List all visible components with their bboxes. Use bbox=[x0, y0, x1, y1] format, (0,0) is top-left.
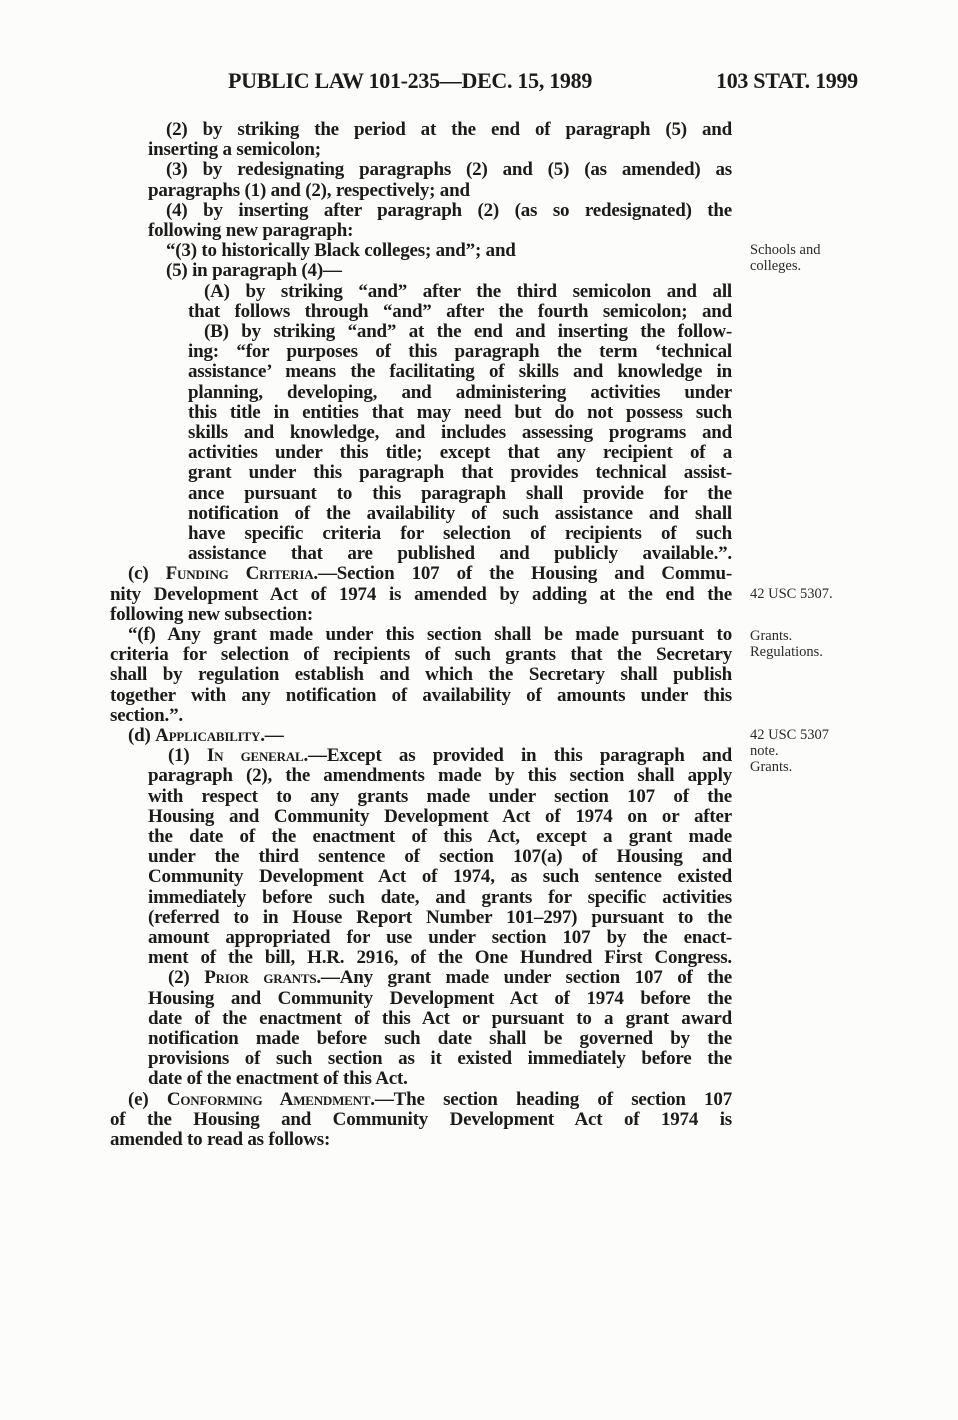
section-heading: In general. bbox=[206, 745, 309, 767]
body-text-line: shall by regulation establish and which the Secretary shall publish bbox=[110, 664, 732, 686]
margin-note-line: 42 USC 5307 bbox=[750, 727, 829, 743]
text-segment: (d) bbox=[128, 725, 156, 746]
body-text-line: this title in entities that may need but do not possess such bbox=[188, 401, 732, 423]
body-text-line: “(f) Any grant made under this section shall be made pursuant to bbox=[128, 624, 732, 645]
body-text-line: that follows through “and” after the fourth semicolon; and bbox=[188, 300, 732, 322]
body-text-line: planning, developing, and administering activities under bbox=[188, 381, 732, 403]
body-text-line: inserting a semicolon; bbox=[148, 139, 321, 161]
text-segment: —Section 107 of the Housing and Commu- bbox=[317, 563, 732, 585]
body-text-line: (5) in paragraph (4)— bbox=[166, 260, 342, 282]
body-text-line: ing: “for purposes of this paragraph the term ‘technical bbox=[188, 341, 732, 363]
text-segment: —The section heading of section 107 bbox=[374, 1088, 732, 1110]
body-text-line: immediately before such date, and grants for specific activities bbox=[148, 886, 732, 908]
text-segment: — bbox=[264, 725, 284, 746]
margin-note-line: Regulations. bbox=[750, 644, 823, 660]
body-text-line: (3) by redesignating paragraphs (2) and (5) (as amended) as bbox=[166, 159, 732, 181]
body-text-line: section.”. bbox=[110, 704, 183, 726]
body-text-line: notification of the availability of such assistance and shall bbox=[188, 502, 732, 524]
body-text-line: Housing and Community Development Act of 1974 on or after bbox=[148, 805, 732, 827]
body-text-line: criteria for selection of recipients of such grants that the Secretary bbox=[110, 644, 732, 666]
body-text-line: under the third sentence of section 107(a) of Housing and bbox=[148, 846, 732, 868]
body-text-line: skills and knowledge, and includes assessing programs and bbox=[188, 422, 732, 443]
margin-note-grants-regulations bbox=[750, 628, 823, 660]
body-text-line: Community Development Act of 1974, as such sentence existed bbox=[148, 866, 732, 888]
body-text-line: the date of the enactment of this Act, except a grant made bbox=[148, 826, 732, 847]
section-heading: Prior grants. bbox=[204, 967, 321, 989]
margin-note-line: Grants. bbox=[750, 628, 793, 644]
body-text-line: grant under this paragraph that provides technical assist- bbox=[188, 462, 732, 484]
body-text-line bbox=[168, 746, 732, 766]
body-text-line bbox=[128, 726, 732, 746]
section-heading: Conforming Amendment. bbox=[166, 1088, 375, 1110]
body-text-line bbox=[128, 564, 732, 584]
body-text-line: amount appropriated for use under section 107 by the enact- bbox=[148, 927, 732, 948]
body-text-line: (B) by striking “and” at the end and inserting the follow- bbox=[204, 321, 732, 342]
margin-note-line: note. bbox=[750, 743, 779, 759]
body-text-line: assistance that are published and publicly available.”. bbox=[188, 543, 732, 565]
margin-note-line: colleges. bbox=[750, 258, 802, 274]
body-text-line: (2) by striking the period at the end of paragraph (5) and bbox=[166, 119, 732, 140]
body-text-line bbox=[128, 1090, 732, 1110]
section-heading: Applicability. bbox=[155, 725, 265, 746]
body-text-line: (A) by striking “and” after the third semicolon and all bbox=[204, 280, 732, 302]
body-text-line bbox=[168, 968, 732, 988]
body-text-line: following new paragraph: bbox=[148, 220, 354, 241]
text-segment: (c) bbox=[128, 563, 166, 585]
body-text-line: assistance’ means the facilitating of skills and knowledge in bbox=[188, 361, 732, 383]
body-text-line: (4) by inserting after paragraph (2) (as so redesignated) the bbox=[166, 199, 732, 221]
body-text-line: paragraphs (1) and (2), respectively; and bbox=[148, 179, 470, 201]
body-text-line: paragraph (2), the amendments made by this section shall apply bbox=[148, 765, 732, 787]
body-text-line: nity Development Act of 1974 is amended by adding at the end the bbox=[110, 583, 732, 605]
body-text-line: (referred to in House Report Number 101–297) pursuant to the bbox=[148, 906, 732, 928]
text-segment: (1) bbox=[168, 745, 207, 767]
body-text-line: amended to read as follows: bbox=[110, 1129, 331, 1150]
body-text-line: activities under this title; except that any recipient of a bbox=[188, 442, 732, 464]
body-text-line: date of the enactment of this Act. bbox=[148, 1068, 408, 1090]
text-segment: —Any grant made under section 107 of the bbox=[320, 967, 732, 989]
section-heading: Funding Criteria. bbox=[165, 563, 318, 585]
margin-note-usc bbox=[750, 586, 833, 602]
margin-note-line: Grants. bbox=[750, 759, 793, 775]
page-number: 103 STAT. 1999 bbox=[716, 68, 858, 93]
body-text-line: following new subsection: bbox=[110, 603, 313, 625]
text-segment: (2) bbox=[168, 967, 205, 989]
body-text-line: with respect to any grants made under section 107 of the bbox=[148, 785, 732, 807]
text-segment: (e) bbox=[128, 1088, 167, 1110]
margin-note-line: 42 USC 5307. bbox=[750, 586, 833, 602]
margin-note-line: Schools and bbox=[750, 242, 821, 258]
body-text-line: ance pursuant to this paragraph shall provide for the bbox=[188, 482, 732, 504]
body-text-line: have specific criteria for selection of recipients of such bbox=[188, 523, 732, 544]
body-text-line: ment of the bill, H.R. 2916, of the One Hundred First Congress. bbox=[148, 947, 732, 969]
body-text-line: provisions of such section as it existed immediately before the bbox=[148, 1048, 732, 1070]
margin-note-schools bbox=[750, 242, 820, 274]
text-segment: —Except as provided in this paragraph and bbox=[308, 745, 732, 767]
body-text-line: Housing and Community Development Act of 1974 before the bbox=[148, 987, 732, 1009]
running-head-title: PUBLIC LAW 101-235—DEC. 15, 1989 bbox=[228, 68, 593, 93]
body-text-line: date of the enactment of this Act or pursuant to a grant award bbox=[148, 1007, 732, 1029]
body-text-line: together with any notification of availability of amounts under this bbox=[110, 684, 732, 706]
body-text-line: of the Housing and Community Development Act of 1974 is bbox=[110, 1108, 732, 1130]
margin-note-usc-note bbox=[750, 727, 829, 775]
body-text-line: notification made before such date shall be governed by the bbox=[148, 1028, 732, 1049]
body-text-line: “(3) to historically Black colleges; and”; and bbox=[166, 240, 516, 262]
